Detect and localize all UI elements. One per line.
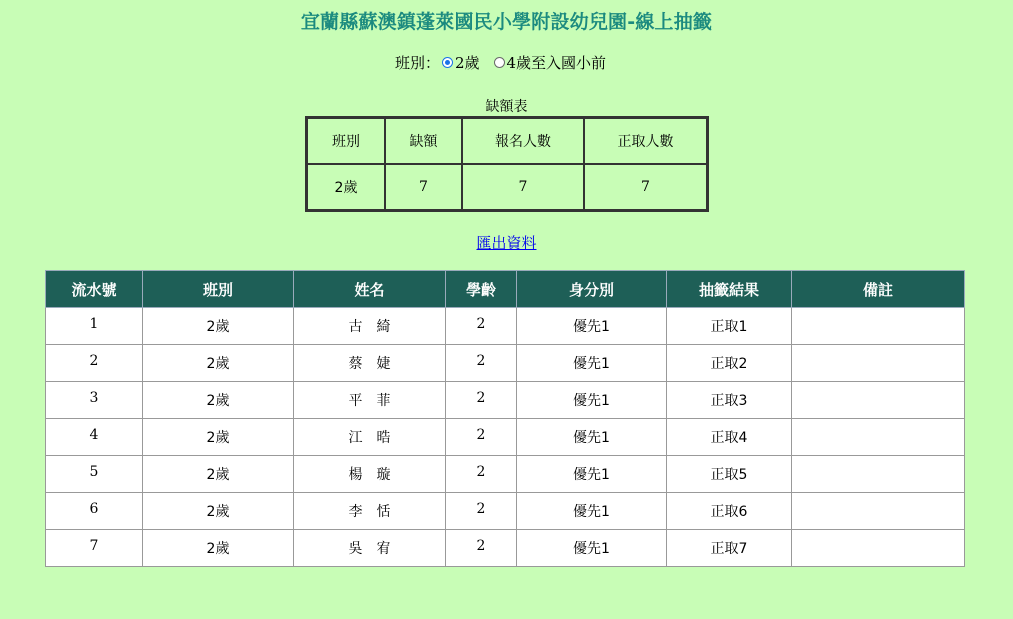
serial-cell: 6	[46, 493, 143, 530]
class-cell: 2歲	[143, 345, 294, 382]
table-row	[46, 382, 965, 419]
results-header-row	[46, 271, 965, 308]
table-row	[46, 345, 965, 382]
vacancy-header-cell: 正取人數	[584, 118, 707, 164]
result-cell: 正取5	[667, 456, 792, 493]
result-cell: 正取2	[667, 345, 792, 382]
results-header-cell: 班別	[143, 271, 294, 308]
table-row	[46, 530, 965, 567]
vacancy-cell: 2歲	[307, 164, 385, 210]
serial-cell: 4	[46, 419, 143, 456]
result-cell: 正取4	[667, 419, 792, 456]
vacancy-table-caption: 缺額表	[485, 99, 528, 115]
name-cell: 蔡 婕	[294, 345, 446, 382]
class-cell: 2歲	[143, 530, 294, 567]
age-cell: 2	[446, 382, 517, 419]
class-cell: 2歲	[143, 382, 294, 419]
class-cell: 2歲	[143, 419, 294, 456]
results-table	[45, 270, 965, 567]
name-cell: 楊 璇	[294, 456, 446, 493]
vacancy-cell: 7	[584, 164, 707, 210]
age-cell: 2	[446, 530, 517, 567]
results-header-cell: 身分別	[517, 271, 667, 308]
serial-cell: 7	[46, 530, 143, 567]
remark-cell	[792, 530, 965, 567]
serial-cell: 5	[46, 456, 143, 493]
table-row	[46, 419, 965, 456]
remark-cell	[792, 382, 965, 419]
identity-cell: 優先1	[517, 530, 667, 567]
name-cell: 江 晧	[294, 419, 446, 456]
export-link-wrap	[0, 232, 1013, 253]
class-cell: 2歲	[143, 493, 294, 530]
serial-cell: 3	[46, 382, 143, 419]
vacancy-data-row	[307, 164, 707, 210]
results-header-cell: 學齡	[446, 271, 517, 308]
name-cell: 李 恬	[294, 493, 446, 530]
class-cell: 2歲	[143, 456, 294, 493]
radio-unselected-icon[interactable]	[494, 57, 505, 68]
result-cell: 正取7	[667, 530, 792, 567]
identity-cell: 優先1	[517, 345, 667, 382]
table-row	[46, 493, 965, 530]
results-header-cell: 備註	[792, 271, 965, 308]
serial-cell: 2	[46, 345, 143, 382]
vacancy-header-row	[307, 118, 707, 164]
name-cell: 平 菲	[294, 382, 446, 419]
result-cell: 正取1	[667, 308, 792, 345]
age-cell: 2	[446, 493, 517, 530]
age-cell: 2	[446, 345, 517, 382]
remark-cell	[792, 345, 965, 382]
result-cell: 正取6	[667, 493, 792, 530]
results-header-cell: 姓名	[294, 271, 446, 308]
remark-cell	[792, 419, 965, 456]
identity-cell: 優先1	[517, 308, 667, 345]
identity-cell: 優先1	[517, 456, 667, 493]
identity-cell: 優先1	[517, 419, 667, 456]
results-header-cell: 流水號	[46, 271, 143, 308]
page-title: 宜蘭縣蘇澳鎮蓬萊國民小學附設幼兒園-線上抽籤	[300, 11, 713, 33]
name-cell: 古 綺	[294, 308, 446, 345]
remark-cell	[792, 456, 965, 493]
class-cell: 2歲	[143, 308, 294, 345]
class-option-4yo[interactable]	[494, 52, 607, 73]
class-filter	[0, 52, 1013, 73]
table-row	[46, 308, 965, 345]
vacancy-cell: 7	[462, 164, 584, 210]
class-filter-label: 班別：	[394, 54, 440, 72]
class-option-label: 4歲至入國小前	[506, 54, 607, 72]
vacancy-table	[305, 116, 709, 212]
vacancy-header-cell: 班別	[307, 118, 385, 164]
result-cell: 正取3	[667, 382, 792, 419]
name-cell: 吳 宥	[294, 530, 446, 567]
export-data-link[interactable]: 匯出資料	[476, 234, 537, 252]
class-option-label: 2歲	[454, 54, 480, 72]
remark-cell	[792, 308, 965, 345]
table-row	[46, 456, 965, 493]
vacancy-cell: 7	[385, 164, 462, 210]
identity-cell: 優先1	[517, 382, 667, 419]
remark-cell	[792, 493, 965, 530]
age-cell: 2	[446, 419, 517, 456]
results-header-cell: 抽籤結果	[667, 271, 792, 308]
identity-cell: 優先1	[517, 493, 667, 530]
class-option-2yo[interactable]	[442, 52, 480, 73]
serial-cell: 1	[46, 308, 143, 345]
vacancy-header-cell: 缺額	[385, 118, 462, 164]
age-cell: 2	[446, 308, 517, 345]
radio-selected-icon[interactable]	[442, 57, 453, 68]
age-cell: 2	[446, 456, 517, 493]
vacancy-header-cell: 報名人數	[462, 118, 584, 164]
